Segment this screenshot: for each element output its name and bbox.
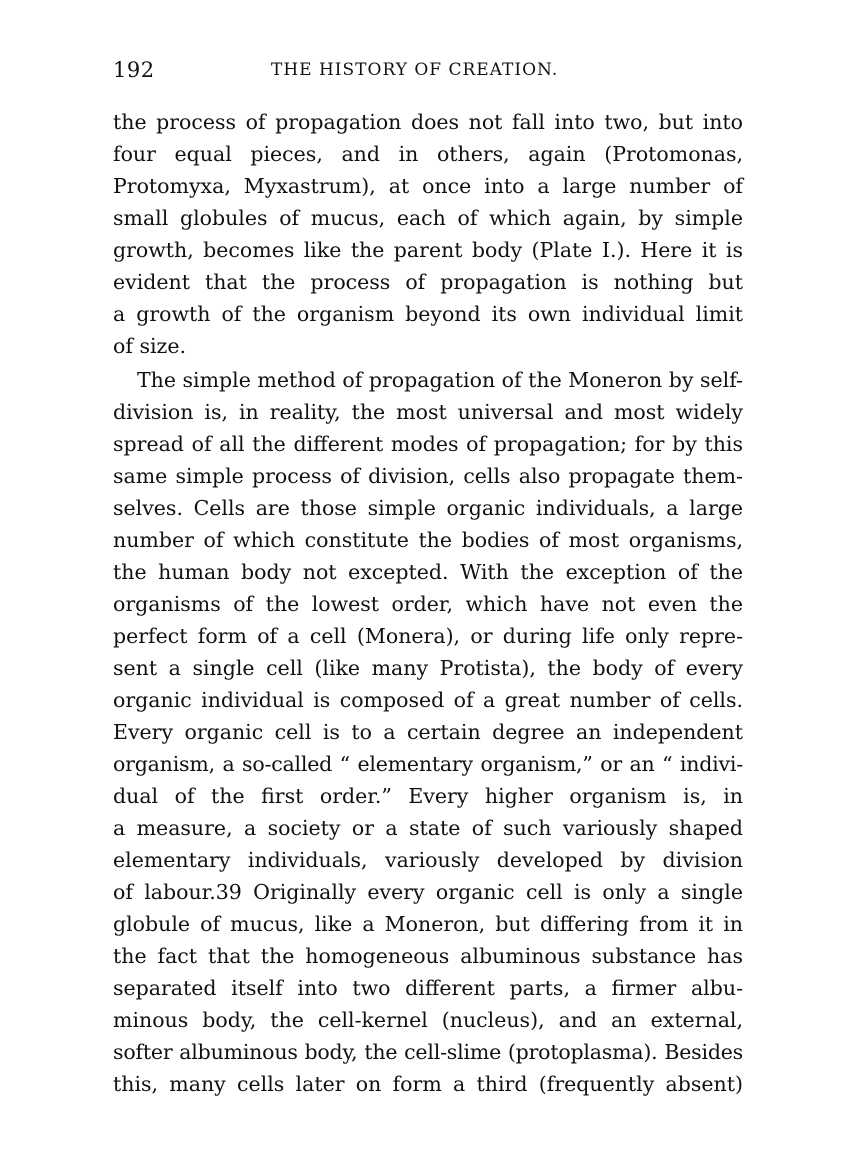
running-title: THE HISTORY OF CREATION. <box>271 60 559 80</box>
text-line: four equal pieces, and in others, again (Protomonas, <box>113 142 743 166</box>
text-line: organic individual is composed of a great number of cells. <box>113 688 743 712</box>
text-line: softer albuminous body, the cell-slime (protoplasma). Besides <box>113 1040 743 1064</box>
text-line: number of which constitute the bodies of most organisms, <box>113 528 743 552</box>
text-line: evident that the process of propagation is nothing but <box>113 270 743 294</box>
text-line: sent a single cell (like many Protista), the body of every <box>113 656 743 680</box>
text-line: a measure, a society or a state of such variously shaped <box>113 816 743 840</box>
text-line: separated itself into two different parts, a firmer albu- <box>113 976 743 1000</box>
text-line: spread of all the different modes of propagation; for by this <box>113 432 743 456</box>
text-line: the human body not excepted. With the exception of the <box>113 560 743 584</box>
book-page <box>113 58 743 1100</box>
text-line: the fact that the homogeneous albuminous substance has <box>113 944 743 968</box>
text-line: elementary individuals, variously developed by division <box>113 848 743 872</box>
text-line: organism, a so-called “ elementary organism,” or an “ indivi- <box>113 752 743 776</box>
paragraph-2 <box>113 364 743 1100</box>
text-line: this, many cells later on form a third (frequently absent) <box>113 1072 743 1096</box>
text-line: a growth of the organism beyond its own individual limit <box>113 302 743 326</box>
text-line: division is, in reality, the most universal and most widely <box>113 400 743 424</box>
text-line: globule of mucus, like a Moneron, but differing from it in <box>113 912 743 936</box>
text-line: small globules of mucus, each of which again, by simple <box>113 206 743 230</box>
text-line: growth, becomes like the parent body (Plate I.). Here it is <box>113 238 743 262</box>
page-number: 192 <box>113 58 155 82</box>
text-line: of labour.39 Originally every organic cell is only a single <box>113 880 743 904</box>
text-line: same simple process of division, cells also propagate them- <box>113 464 743 488</box>
text-line: the process of propagation does not fall into two, but into <box>113 110 743 134</box>
page-header <box>113 58 743 92</box>
paragraph-1 <box>113 106 743 362</box>
text-line: Every organic cell is to a certain degree an independent <box>113 720 743 744</box>
text-line: selves. Cells are those simple organic individuals, a large <box>113 496 743 520</box>
text-line: perfect form of a cell (Monera), or during life only repre- <box>113 624 743 648</box>
text-line: of size. <box>113 334 186 358</box>
text-line: dual of the first order.” Every higher organism is, in <box>113 784 743 808</box>
text-line: organisms of the lowest order, which have not even the <box>113 592 743 616</box>
text-line: Protomyxa, Myxastrum), at once into a large number of <box>113 174 743 198</box>
text-line: minous body, the cell-kernel (nucleus), and an external, <box>113 1008 743 1032</box>
text-line: The simple method of propagation of the Moneron by self- <box>137 368 743 392</box>
